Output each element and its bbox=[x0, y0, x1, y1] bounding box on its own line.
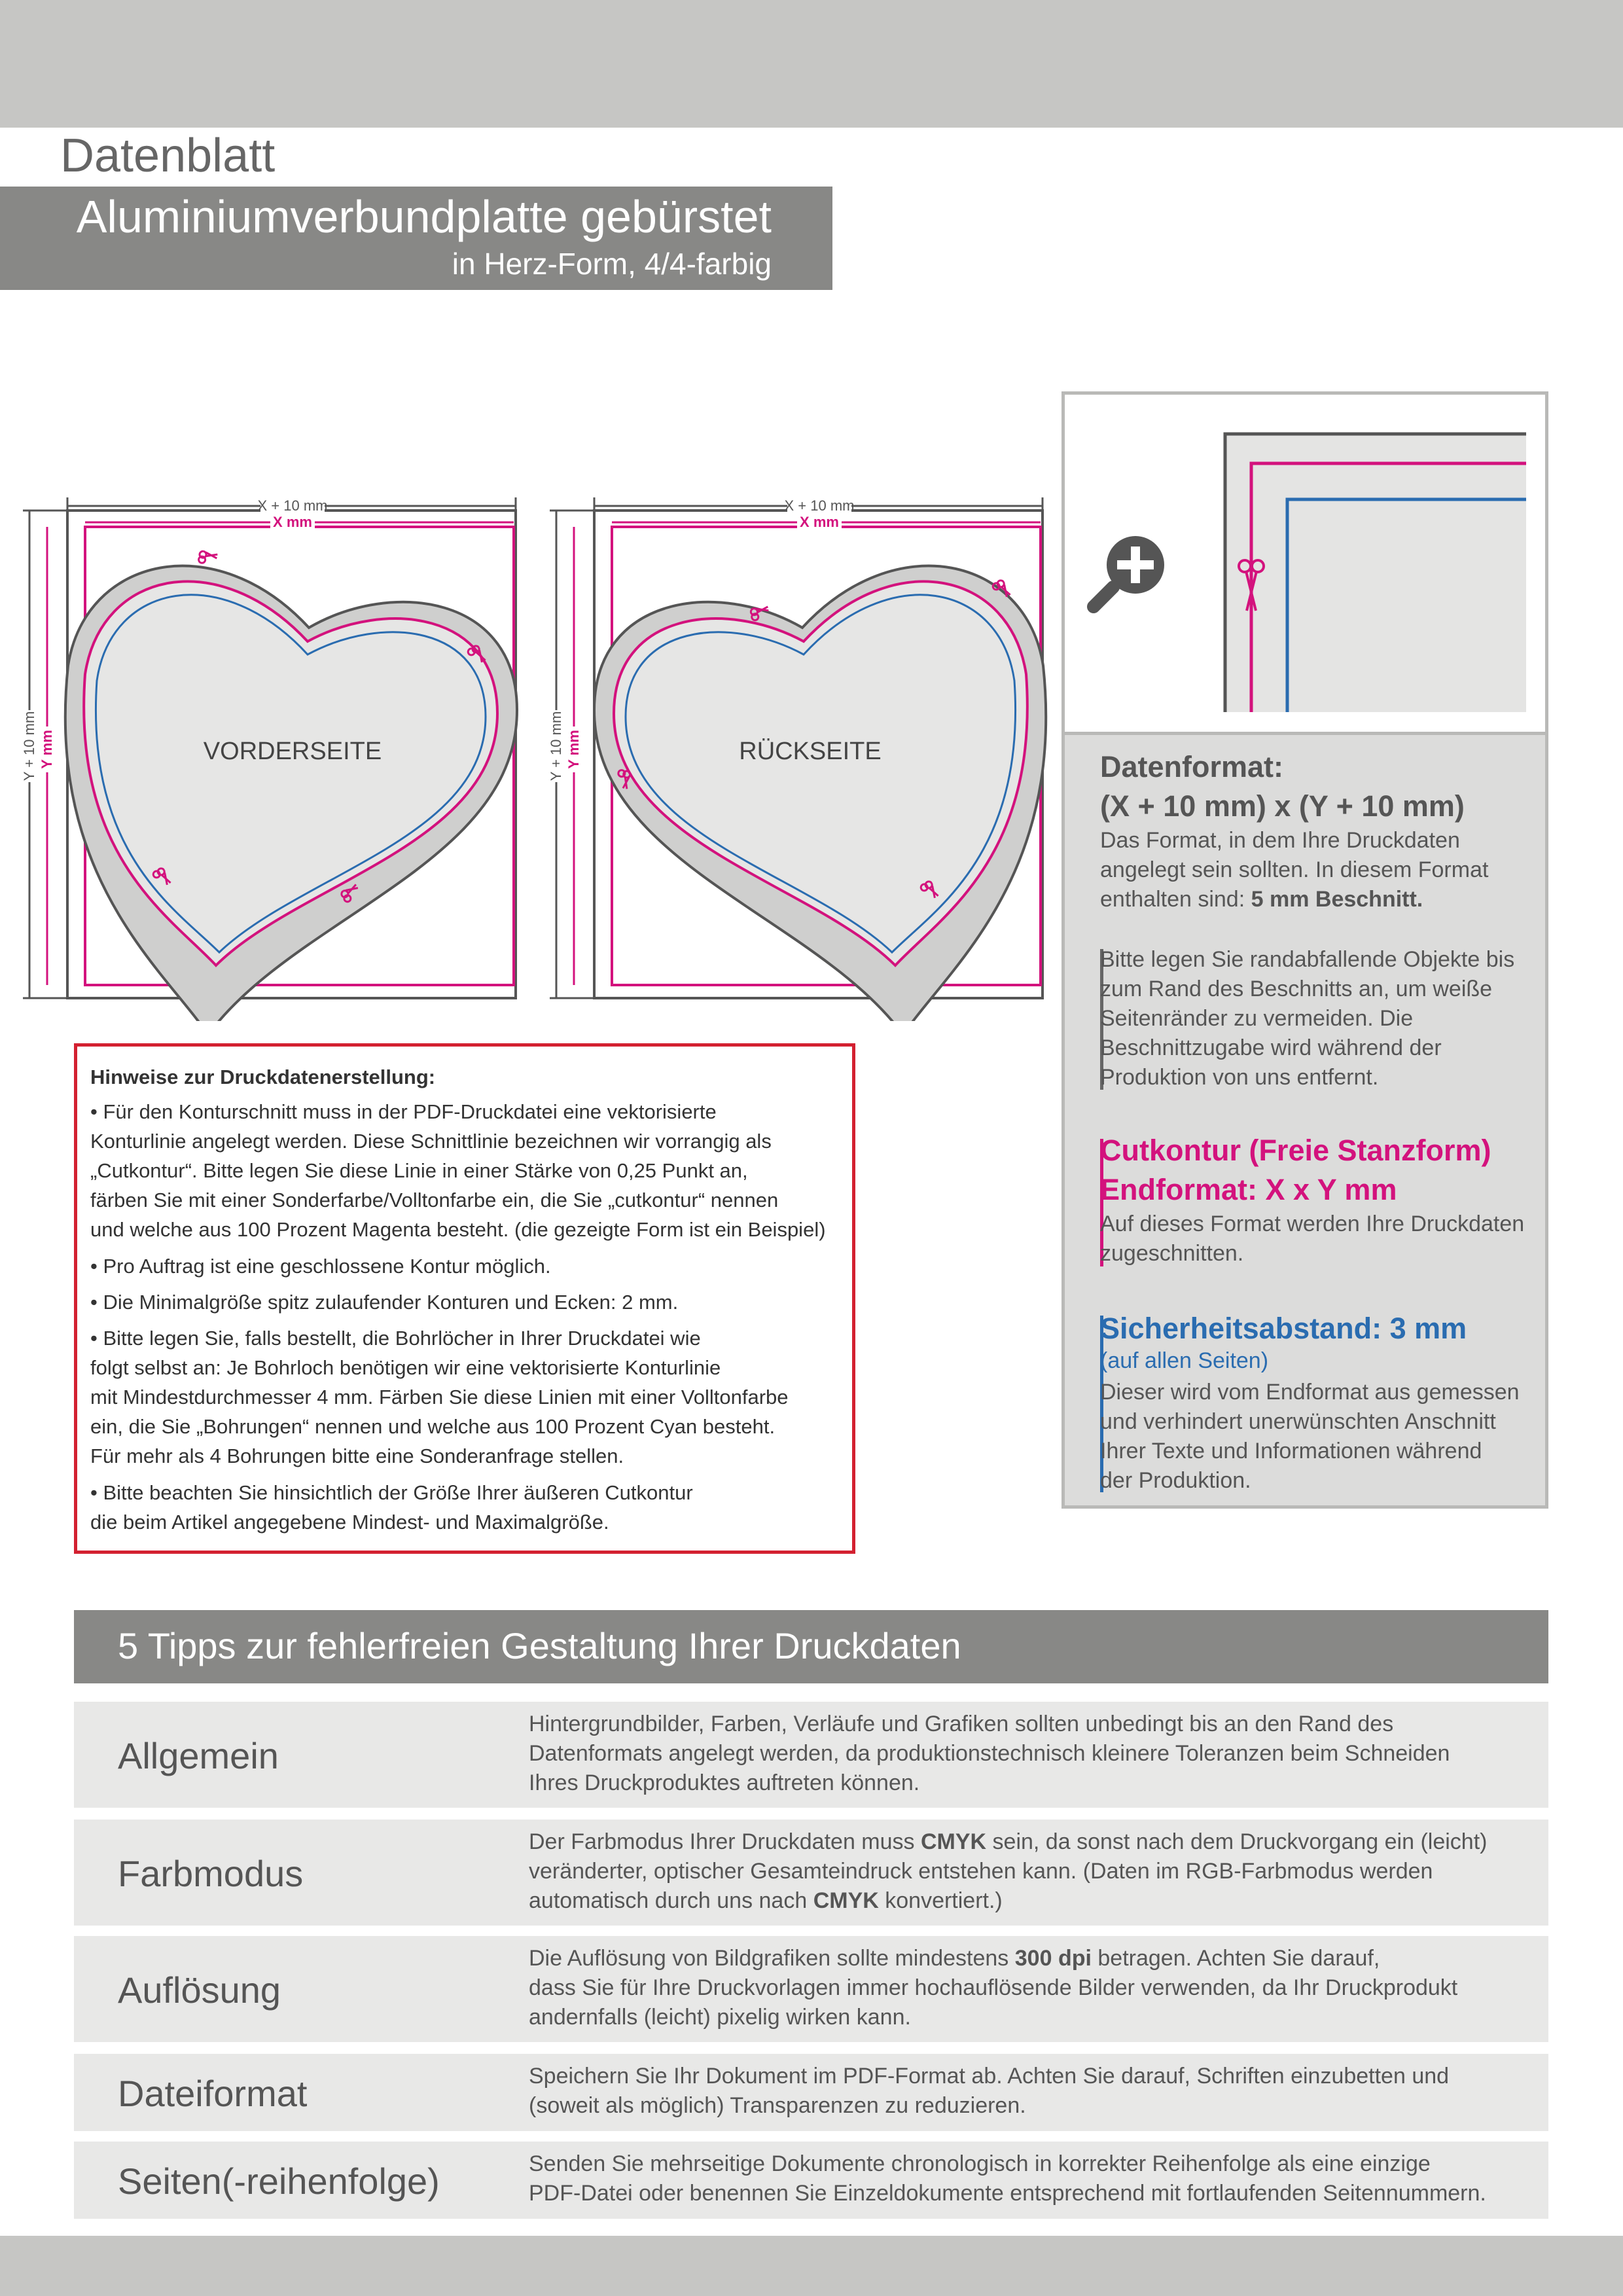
front-width-inner-label: X mm bbox=[273, 514, 312, 530]
front-height-inner-label: Y mm bbox=[39, 730, 55, 769]
tip-row-aufloesung bbox=[74, 1936, 1548, 2042]
tip-line: (soweit als möglich) Transparenzen zu reduzieren. bbox=[529, 2093, 1026, 2118]
hints-title: Hinweise zur Druckdatenerstellung: bbox=[90, 1066, 436, 1088]
page-title: Aluminiumverbundplatte gebürstet bbox=[76, 191, 772, 242]
hint-line: „Cutkontur“. Bitte legen Sie diese Linie in einer Stärke von 0,25 Punkt an, bbox=[90, 1159, 748, 1182]
hint-line: folgt selbst an: Je Bohrloch benötigen wir eine vektorisierte Konturlinie bbox=[90, 1356, 721, 1379]
datenformat-line bbox=[1100, 885, 1423, 914]
hint-line: • Pro Auftrag ist eine geschlossene Kontur möglich. bbox=[90, 1255, 551, 1278]
tip-line: dass Sie für Ihre Druckvorlagen immer hochauflösende Bilder verwenden, da Ihr Druckprodukt bbox=[529, 1975, 1458, 2000]
safety-title: Sicherheitsabstand: 3 mm bbox=[1100, 1312, 1467, 1345]
back-diagram bbox=[548, 497, 1046, 1021]
tip-text: Die Auflösung von Bildgrafiken sollte mindestens bbox=[529, 1946, 1015, 1971]
hint-line: • Bitte legen Sie, falls bestellt, die Bohrlöcher in Ihrer Druckdatei wie bbox=[90, 1327, 701, 1350]
bleed-line: Produktion von uns entfernt. bbox=[1100, 1065, 1379, 1090]
back-width-inner-label: X mm bbox=[800, 514, 839, 530]
datenformat-title: Datenformat: bbox=[1100, 750, 1284, 783]
tip-line: veränderter, optischer Gesamteindruck entstehen kann. (Daten im RGB-Farbmodus werden bbox=[529, 1859, 1433, 1884]
hint-line: ein, die Sie „Bohrungen“ nennen und welche aus 100 Prozent Cyan besteht. bbox=[90, 1415, 776, 1438]
cut-title: Cutkontur (Freie Stanzform) bbox=[1100, 1134, 1491, 1167]
bottom-band bbox=[0, 2236, 1623, 2296]
bleed-line: Bitte legen Sie randabfallende Objekte bis bbox=[1100, 947, 1515, 972]
tip-line bbox=[529, 1827, 1487, 1857]
title-box bbox=[0, 187, 832, 290]
tip-label: Farbmodus bbox=[118, 1853, 304, 1894]
back-label: RÜCKSEITE bbox=[739, 738, 882, 765]
tips-header bbox=[74, 1610, 1548, 1683]
tip-line: Ihres Druckproduktes auftreten können. bbox=[529, 1770, 920, 1795]
hint-line: und welche aus 100 Prozent Magenta besteht. (die gezeigte Form ist ein Beispiel) bbox=[90, 1218, 826, 1241]
hint-line: die beim Artikel angegebene Mindest- und Maximalgröße. bbox=[90, 1511, 609, 1534]
datenformat-size: (X + 10 mm) x (Y + 10 mm) bbox=[1100, 789, 1465, 823]
top-band bbox=[0, 0, 1623, 128]
datenformat-bold: 5 mm Beschnitt. bbox=[1251, 887, 1423, 912]
datenformat-line-text: enthalten sind: bbox=[1100, 887, 1251, 912]
safety-line: Dieser wird vom Endformat aus gemessen bbox=[1100, 1380, 1520, 1405]
tip-row-farbmodus bbox=[74, 1820, 1548, 1926]
tip-text: betragen. Achten Sie darauf, bbox=[1091, 1946, 1380, 1971]
datenformat-line: angelegt sein sollten. In diesem Format bbox=[1100, 857, 1489, 882]
tip-label: Auflösung bbox=[118, 1969, 281, 2011]
tip-bold: 300 dpi bbox=[1014, 1946, 1092, 1971]
doc-label bbox=[0, 128, 326, 187]
tip-text: automatisch durch uns nach bbox=[529, 1888, 813, 1913]
doc-label-text: Datenblatt bbox=[60, 130, 276, 182]
cut-line: Auf dieses Format werden Ihre Druckdaten bbox=[1100, 1211, 1525, 1236]
tips-header-text: 5 Tipps zur fehlerfreien Gestaltung Ihrer Druckdaten bbox=[118, 1625, 961, 1666]
back-width-outer-label: X + 10 mm bbox=[784, 497, 855, 514]
tip-text: Der Farbmodus Ihrer Druckdaten muss bbox=[529, 1829, 921, 1854]
tip-line: PDF-Datei oder benennen Sie Einzeldokumente entsprechend mit fortlaufenden Seitennummern. bbox=[529, 2181, 1486, 2206]
front-height-outer-label: Y + 10 mm bbox=[21, 711, 37, 781]
cut-line: zugeschnitten. bbox=[1100, 1241, 1244, 1266]
tip-row-dateiformat bbox=[74, 2054, 1548, 2131]
tip-text: konvertiert.) bbox=[878, 1888, 1003, 1913]
tip-label: Allgemein bbox=[118, 1735, 279, 1776]
hint-line: Für mehr als 4 Bohrungen bitte eine Sonderanfrage stellen. bbox=[90, 1444, 624, 1467]
tip-line: Senden Sie mehrseitige Dokumente chronologisch in korrekter Reihenfolge als eine einzige bbox=[529, 2151, 1431, 2176]
safety-line: und verhindert unerwünschten Anschnitt bbox=[1100, 1409, 1496, 1434]
tip-bold: CMYK bbox=[920, 1829, 987, 1854]
hint-line: mit Mindestdurchmesser 4 mm. Färben Sie diese Linien mit einer Volltonfarbe bbox=[90, 1386, 789, 1408]
hint-line: • Für den Konturschnitt muss in der PDF-Druckdatei eine vektorisierte bbox=[90, 1100, 717, 1123]
scissors-icon bbox=[198, 550, 218, 565]
tip-label: Seiten(-reihenfolge) bbox=[118, 2161, 440, 2202]
safety-line: Ihrer Texte und Informationen während bbox=[1100, 1439, 1482, 1463]
tip-line bbox=[529, 1944, 1380, 1973]
zoom-in-icon bbox=[1094, 536, 1164, 607]
back-height-outer-label: Y + 10 mm bbox=[548, 711, 564, 781]
hint-line: • Bitte beachten Sie hinsichtlich der Größe Ihrer äußeren Cutkontur bbox=[90, 1481, 693, 1504]
page-subtitle: in Herz-Form, 4/4-farbig bbox=[452, 247, 772, 281]
front-diagram bbox=[21, 497, 517, 1021]
hint-line: Konturlinie angelegt werden. Diese Schnittlinie bezeichnen wir vorrangig als bbox=[90, 1130, 772, 1153]
tip-row-allgemein bbox=[74, 1702, 1548, 1808]
front-label: VORDERSEITE bbox=[203, 738, 382, 765]
hint-line: färben Sie mit einer Sonderfarbe/Volltonfarbe ein, die Sie „cutkontur“ nennen bbox=[90, 1189, 779, 1211]
back-height-inner-label: Y mm bbox=[565, 730, 582, 769]
zoom-bleed-area bbox=[1225, 434, 1526, 712]
heart-diagrams bbox=[0, 458, 1060, 1021]
datenformat-line: Das Format, in dem Ihre Druckdaten bbox=[1100, 828, 1460, 853]
front-width-outer-label: X + 10 mm bbox=[257, 497, 328, 514]
tip-line bbox=[529, 1886, 1003, 1916]
tip-row-seiten bbox=[74, 2142, 1548, 2219]
tip-line: Speichern Sie Ihr Dokument im PDF-Format ab. Achten Sie darauf, Schriften einzubetten und bbox=[529, 2064, 1450, 2089]
safety-sub: (auf allen Seiten) bbox=[1100, 1348, 1269, 1373]
tip-line: Hintergrundbilder, Farben, Verläufe und Grafiken sollten unbedingt bis an den Rand des bbox=[529, 1712, 1394, 1736]
zoom-detail bbox=[1065, 395, 1545, 735]
zoom-panel bbox=[1061, 391, 1548, 735]
tip-label: Dateiformat bbox=[118, 2073, 308, 2114]
cut-size: Endformat: X x Y mm bbox=[1100, 1173, 1397, 1206]
bleed-line: zum Rand des Beschnitts an, um weiße bbox=[1100, 977, 1493, 1001]
hint-line: • Die Minimalgröße spitz zulaufender Konturen und Ecken: 2 mm. bbox=[90, 1291, 679, 1314]
bleed-line: Seitenränder zu vermeiden. Die bbox=[1100, 1006, 1414, 1031]
safety-line: der Produktion. bbox=[1100, 1468, 1251, 1493]
tip-bold: CMYK bbox=[813, 1888, 879, 1913]
tip-line: Datenformats angelegt werden, da produktionstechnisch kleinere Toleranzen beim Schneiden bbox=[529, 1741, 1450, 1766]
tip-text: sein, da sonst nach dem Druckvorgang ein (leicht) bbox=[986, 1829, 1488, 1854]
tip-line: andernfalls (leicht) pixelig wirken kann. bbox=[529, 2005, 911, 2030]
bleed-line: Beschnittzugabe wird während der bbox=[1100, 1035, 1442, 1060]
